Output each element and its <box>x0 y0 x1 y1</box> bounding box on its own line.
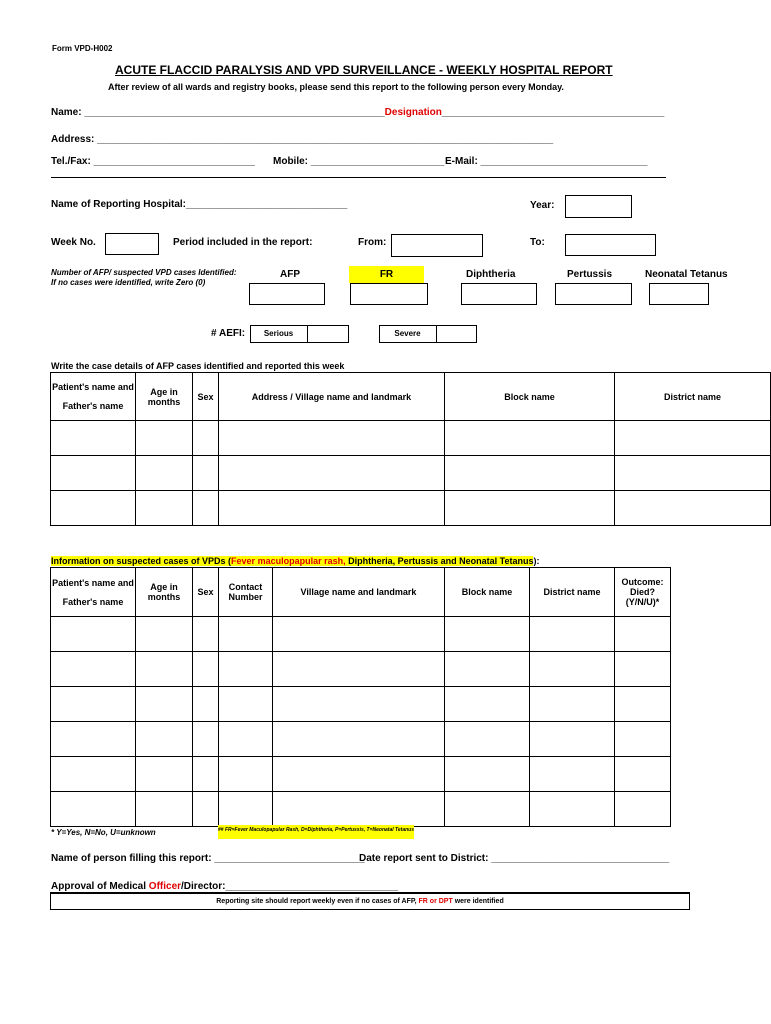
fr-label: FR <box>349 266 424 283</box>
table-cell[interactable] <box>615 617 671 652</box>
table-cell[interactable] <box>193 456 219 491</box>
table-cell[interactable] <box>615 687 671 722</box>
form-subtitle: After review of all wards and registry books, please send this report to the following person every Monday. <box>108 82 564 92</box>
table-cell[interactable] <box>136 617 193 652</box>
table-row[interactable] <box>51 722 671 757</box>
fr-definition-text: ## FR=Fever Maculopapular Rash, D=Diphtheria, P=Pertussis, T=Neonatal Tetanus <box>218 825 414 839</box>
approval-start: Approval of Medical <box>51 881 149 892</box>
approval-field[interactable] <box>51 881 398 892</box>
table-cell[interactable] <box>136 757 193 792</box>
table-cell[interactable] <box>445 491 615 526</box>
table-row[interactable] <box>51 792 671 827</box>
header-age: Age in months <box>136 373 193 421</box>
table-cell[interactable] <box>51 792 136 827</box>
table-cell[interactable] <box>615 421 771 456</box>
header-age: Age in months <box>136 568 193 617</box>
table-cell[interactable] <box>445 687 530 722</box>
date-sent-field[interactable]: Date report sent to District: ________________________________ <box>359 853 670 864</box>
header-village: Village name and landmark <box>273 568 445 617</box>
count-note-line2: If no cases were identified, write Zero (0) <box>51 278 206 287</box>
outcome-footnote: * Y=Yes, N=No, U=unknown <box>51 828 156 837</box>
form-code: Form VPD-H002 <box>52 44 113 53</box>
table-cell[interactable] <box>273 757 445 792</box>
approval-end: /Director:_______________________________ <box>181 881 398 892</box>
count-note <box>51 268 237 288</box>
table-cell[interactable] <box>51 722 136 757</box>
week-input[interactable] <box>105 233 159 255</box>
table-cell[interactable] <box>445 792 530 827</box>
name-label: Name: ______________________________________________________ <box>51 107 385 118</box>
year-label: Year: <box>530 200 555 211</box>
header-patient-line2: Father's name <box>62 401 124 411</box>
header-block: Block name <box>445 373 615 421</box>
table-cell[interactable] <box>193 491 219 526</box>
diphtheria-count-input[interactable] <box>461 283 537 305</box>
table-cell[interactable] <box>219 456 445 491</box>
table-cell[interactable] <box>530 652 615 687</box>
table-cell[interactable] <box>445 456 615 491</box>
vpd-caption-start: Information on suspected cases of VPDs ( <box>51 556 232 566</box>
pertussis-label: Pertussis <box>567 269 613 280</box>
table-cell[interactable] <box>219 617 273 652</box>
table-cell[interactable] <box>273 652 445 687</box>
afp-count-input[interactable] <box>249 283 325 305</box>
table-cell[interactable] <box>273 687 445 722</box>
aefi-serious-label: Serious <box>250 325 308 343</box>
table-cell[interactable] <box>51 757 136 792</box>
name-field[interactable] <box>51 107 664 118</box>
table-row[interactable] <box>51 491 771 526</box>
table-cell[interactable] <box>615 652 671 687</box>
fr-count-input[interactable] <box>350 283 428 305</box>
neonatal-tetanus-count-input[interactable] <box>649 283 709 305</box>
header-district: District name <box>615 373 771 421</box>
table-cell[interactable] <box>273 722 445 757</box>
table-cell[interactable] <box>193 757 219 792</box>
table-cell[interactable] <box>136 421 193 456</box>
table-cell[interactable] <box>51 687 136 722</box>
header-block: Block name <box>445 568 530 617</box>
pertussis-count-input[interactable] <box>555 283 632 305</box>
table-cell[interactable] <box>615 722 671 757</box>
table-cell[interactable] <box>445 617 530 652</box>
table-cell[interactable] <box>445 757 530 792</box>
table-cell[interactable] <box>193 421 219 456</box>
period-label: Period included in the report: <box>173 237 313 248</box>
table-cell[interactable] <box>445 722 530 757</box>
table-cell[interactable] <box>219 757 273 792</box>
table-cell[interactable] <box>193 722 219 757</box>
header-patient-line1: Patient's name and <box>52 382 134 392</box>
form-title: ACUTE FLACCID PARALYSIS AND VPD SURVEILLANCE - WEEKLY HOSPITAL REPORT <box>115 63 613 77</box>
header-address: Address / Village name and landmark <box>219 373 445 421</box>
table-cell[interactable] <box>51 491 136 526</box>
header-patient-line1: Patient's name and <box>52 577 134 588</box>
divider <box>51 177 666 178</box>
table-cell[interactable] <box>219 687 273 722</box>
table-cell[interactable] <box>615 491 771 526</box>
vpd-caption-red: Fever maculopapular rash, <box>231 556 346 566</box>
note-end: were identified <box>452 898 504 905</box>
table-row[interactable] <box>51 687 671 722</box>
header-patient <box>51 373 136 421</box>
header-patient <box>51 568 136 617</box>
header-patient-line2: Father's name <box>62 596 124 607</box>
to-input[interactable] <box>565 234 656 256</box>
filler-name-field[interactable]: Name of person filling this report: ___________________________ <box>51 853 365 864</box>
table-row[interactable] <box>51 421 771 456</box>
table-cell[interactable] <box>136 652 193 687</box>
table-cell[interactable] <box>136 687 193 722</box>
table-cell[interactable] <box>530 757 615 792</box>
afp-case-table <box>50 372 771 526</box>
table-cell[interactable] <box>51 421 136 456</box>
from-label: From: <box>358 237 387 248</box>
week-label: Week No. <box>51 237 96 248</box>
table-cell[interactable] <box>219 421 445 456</box>
header-outcome: Outcome: Died? (Y/N/U)* <box>615 568 671 617</box>
fr-definition-footnote <box>218 827 528 833</box>
table-cell[interactable] <box>530 617 615 652</box>
note-red: FR or DPT <box>418 898 453 905</box>
vpd-case-table <box>50 567 671 827</box>
header-contact: Contact Number <box>219 568 273 617</box>
table-cell[interactable] <box>51 652 136 687</box>
table-cell[interactable] <box>615 456 771 491</box>
table-cell[interactable] <box>615 757 671 792</box>
tel-fax-field[interactable]: Tel./Fax: _____________________________ <box>51 156 255 167</box>
table-cell[interactable] <box>136 491 193 526</box>
table-cell[interactable] <box>193 617 219 652</box>
table-cell[interactable] <box>273 617 445 652</box>
table-cell[interactable] <box>445 421 615 456</box>
reporting-hospital-field[interactable]: Name of Reporting Hospital:_____________________________ <box>51 199 348 210</box>
vpd-caption-close: ): <box>533 556 540 566</box>
aefi-label: # AEFI: <box>211 328 246 339</box>
from-input[interactable] <box>391 234 483 257</box>
table-cell[interactable] <box>615 792 671 827</box>
header-sex: Sex <box>193 568 219 617</box>
count-note-line1: Number of AFP/ suspected VPD cases Identified: <box>51 268 237 277</box>
table-cell[interactable] <box>219 491 445 526</box>
to-label: To: <box>530 237 545 248</box>
afp-header-row <box>51 373 771 421</box>
year-input[interactable] <box>565 195 632 218</box>
table-cell[interactable] <box>530 792 615 827</box>
table-row[interactable] <box>51 757 671 792</box>
afp-table-caption: Write the case details of AFP cases identified and reported this week <box>51 361 345 371</box>
table-cell[interactable] <box>219 652 273 687</box>
table-cell[interactable] <box>219 792 273 827</box>
table-row[interactable] <box>51 456 771 491</box>
note-start: Reporting site should report weekly even if no cases of AFP, <box>216 898 419 905</box>
header-sex: Sex <box>193 373 219 421</box>
vpd-header-row <box>51 568 671 617</box>
designation-label: Designation <box>384 107 442 118</box>
table-cell[interactable] <box>193 687 219 722</box>
table-cell[interactable] <box>136 792 193 827</box>
table-cell[interactable] <box>136 722 193 757</box>
afp-label: AFP <box>280 269 300 280</box>
reporting-note <box>50 898 670 905</box>
table-cell[interactable] <box>530 722 615 757</box>
table-cell[interactable] <box>193 652 219 687</box>
vpd-caption-end: Diphtheria, Pertussis and Neonatal Tetanus <box>345 556 534 566</box>
table-cell[interactable] <box>445 652 530 687</box>
table-cell[interactable] <box>51 456 136 491</box>
table-cell[interactable] <box>193 792 219 827</box>
table-cell[interactable] <box>219 722 273 757</box>
address-field[interactable]: Address: __________________________________________________________________________________ <box>51 134 554 145</box>
designation-line: ________________________________________ <box>441 107 665 118</box>
neonatal-tetanus-label: Neonatal Tetanus <box>645 269 728 280</box>
vpd-table-caption <box>51 556 539 566</box>
approval-officer: Officer <box>148 881 182 892</box>
table-cell[interactable] <box>530 687 615 722</box>
email-field[interactable]: E-Mail: ______________________________ <box>445 156 648 167</box>
table-cell[interactable] <box>273 792 445 827</box>
table-cell[interactable] <box>136 456 193 491</box>
diphtheria-label: Diphtheria <box>466 269 516 280</box>
table-cell[interactable] <box>51 617 136 652</box>
table-row[interactable] <box>51 617 671 652</box>
table-row[interactable] <box>51 652 671 687</box>
mobile-field[interactable]: Mobile: ________________________ <box>273 156 445 167</box>
aefi-severe-label: Severe <box>379 325 437 343</box>
header-district: District name <box>530 568 615 617</box>
